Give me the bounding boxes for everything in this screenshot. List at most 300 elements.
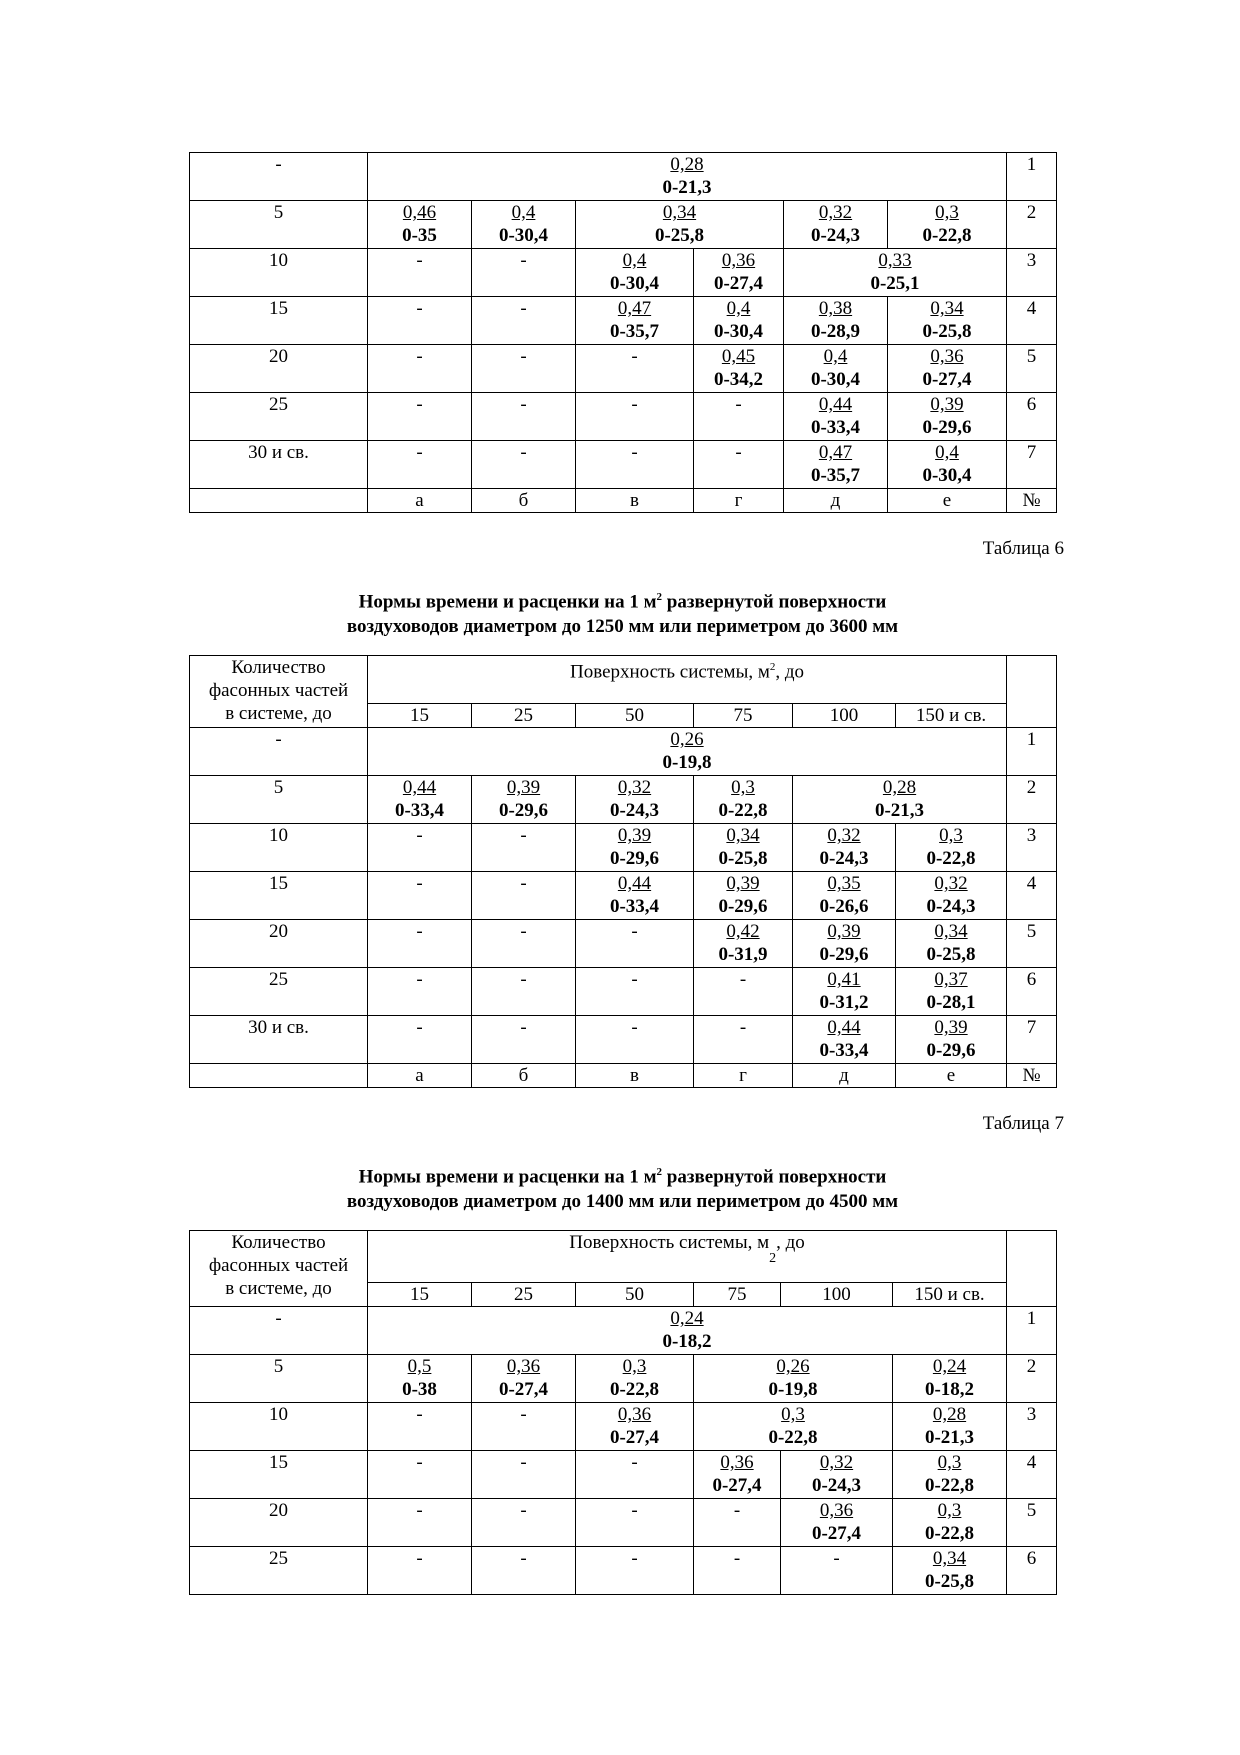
column-header: 75 <box>694 1283 781 1307</box>
empty-cell: - <box>368 345 472 393</box>
empty-cell <box>1007 1231 1057 1307</box>
column-header: 150 и св. <box>896 704 1007 728</box>
price: 0-30,4 <box>609 273 660 294</box>
price: 0-38 <box>402 1379 437 1400</box>
rate-cell <box>576 824 694 872</box>
time-norm: 0,32 <box>818 202 853 223</box>
table-row <box>190 872 1057 920</box>
qty-header: Количество фасонных частей в системе, до <box>190 1231 368 1307</box>
time-norm: 0,3 <box>781 1404 805 1425</box>
time-norm: 0,39 <box>934 1017 968 1038</box>
rate-cell <box>793 1016 896 1064</box>
qty-cell: 10 <box>190 1403 368 1451</box>
row-number: 2 <box>1007 1355 1057 1403</box>
title-line-1: Нормы времени и расценки на 1 $м^2$ развернутой поверхности <box>358 1166 887 1188</box>
qty-cell: 5 <box>190 776 368 824</box>
time-norm: 0,34 <box>932 1548 967 1569</box>
price: 0-19,8 <box>662 752 712 773</box>
table-row <box>190 728 1057 776</box>
qty-cell: 15 <box>190 297 368 345</box>
rate-cell <box>784 201 888 249</box>
qty-cell: 30 и св. <box>190 1016 368 1064</box>
price: 0-35 <box>402 225 437 246</box>
empty-cell: - <box>472 872 576 920</box>
empty-cell: - <box>576 1547 694 1595</box>
rate-cell <box>781 1499 893 1547</box>
price: 0-24,3 <box>609 800 660 821</box>
row-number: 1 <box>1007 1307 1057 1355</box>
price: 0-26,6 <box>819 896 869 917</box>
norms-table-6 <box>189 655 1057 1088</box>
price: 0-22,8 <box>922 225 972 246</box>
price: 0-31,2 <box>819 992 869 1013</box>
row-number: 5 <box>1007 345 1057 393</box>
qty-cell: 10 <box>190 249 368 297</box>
table-row <box>190 1307 1057 1355</box>
qty-cell: 20 <box>190 345 368 393</box>
empty-cell: - <box>472 345 576 393</box>
empty-cell: - <box>368 393 472 441</box>
rate-cell <box>368 153 1007 201</box>
rate-cell <box>472 1355 576 1403</box>
table-row <box>190 441 1057 489</box>
row-number: 5 <box>1007 1499 1057 1547</box>
row-number: 6 <box>1007 968 1057 1016</box>
empty-cell: - <box>694 393 784 441</box>
qty-cell: 30 и св. <box>190 441 368 489</box>
rate-cell <box>694 776 793 824</box>
time-norm: 0,3 <box>937 1452 962 1473</box>
rate-cell <box>694 297 784 345</box>
row-number: 1 <box>1007 728 1057 776</box>
qty-cell: 20 <box>190 1499 368 1547</box>
time-norm: 0,4 <box>511 202 536 223</box>
rate-cell <box>784 441 888 489</box>
price: 0-19,8 <box>768 1379 818 1400</box>
price: 0-33,4 <box>810 417 861 438</box>
price: 0-27,4 <box>922 369 972 390</box>
qty-cell: 20 <box>190 920 368 968</box>
price: 0-22,8 <box>609 1379 660 1400</box>
rate-cell <box>888 441 1007 489</box>
column-header: 50 <box>576 704 694 728</box>
time-norm: 0,44 <box>617 873 652 894</box>
price: 0-27,4 <box>712 1475 762 1496</box>
qty-cell: 5 <box>190 1355 368 1403</box>
header-row <box>190 656 1057 704</box>
empty-cell: - <box>694 1016 793 1064</box>
empty-cell: - <box>368 968 472 1016</box>
empty-cell: - <box>368 1499 472 1547</box>
table-row <box>190 345 1057 393</box>
empty-cell: - <box>472 1451 576 1499</box>
row-number: 3 <box>1007 824 1057 872</box>
row-number: 1 <box>1007 153 1057 201</box>
rate-cell <box>694 249 784 297</box>
time-norm: 0,4 <box>823 346 848 367</box>
time-norm: 0,44 <box>818 394 853 415</box>
rate-cell <box>793 920 896 968</box>
rate-cell <box>694 345 784 393</box>
rate-cell <box>893 1403 1007 1451</box>
qty-cell: 25 <box>190 393 368 441</box>
time-norm: 0,3 <box>935 202 959 223</box>
rate-cell <box>893 1451 1007 1499</box>
row-number: 5 <box>1007 920 1057 968</box>
rate-cell <box>576 201 784 249</box>
column-letter: б <box>472 489 576 513</box>
column-letter: д <box>793 1064 896 1088</box>
time-norm: 0,37 <box>934 969 968 990</box>
price: 0-18,2 <box>924 1379 975 1400</box>
empty-cell: - <box>472 393 576 441</box>
qty-cell: 15 <box>190 872 368 920</box>
rate-cell <box>896 1016 1007 1064</box>
column-letter: в <box>576 489 694 513</box>
rate-cell <box>694 872 793 920</box>
rate-cell <box>694 824 793 872</box>
column-header: 100 <box>781 1283 893 1307</box>
time-norm: 0,4 <box>622 250 647 271</box>
time-norm: 0,46 <box>402 202 437 223</box>
price: 0-24,3 <box>811 1475 862 1496</box>
column-letter: г <box>694 489 784 513</box>
time-norm: 0,32 <box>934 873 968 894</box>
time-norm: 0,5 <box>407 1356 432 1377</box>
rate-cell <box>784 393 888 441</box>
number-sign: № <box>1007 1064 1057 1088</box>
row-number: 4 <box>1007 1451 1057 1499</box>
table-caption: Таблица 6 <box>982 538 1064 559</box>
rate-cell <box>694 1403 893 1451</box>
price: 0-33,4 <box>394 800 445 821</box>
surface-header: Поверхность системы, $м^2$, до <box>368 656 1007 704</box>
qty-cell: 15 <box>190 1451 368 1499</box>
row-number: 2 <box>1007 776 1057 824</box>
empty-cell: - <box>576 441 694 489</box>
empty-cell: - <box>472 968 576 1016</box>
time-norm: 0,36 <box>930 346 964 367</box>
column-letter: г <box>694 1064 793 1088</box>
row-number: 6 <box>1007 393 1057 441</box>
empty-cell: - <box>368 1403 472 1451</box>
time-norm: 0,47 <box>617 298 652 319</box>
row-number: 3 <box>1007 1403 1057 1451</box>
empty-cell: - <box>576 1499 694 1547</box>
price: 0-27,4 <box>609 1427 660 1448</box>
empty-cell: - <box>472 441 576 489</box>
rate-cell <box>368 201 472 249</box>
time-norm: 0,36 <box>819 1500 854 1521</box>
price: 0-29,6 <box>819 944 869 965</box>
rate-cell <box>893 1499 1007 1547</box>
table-row <box>190 968 1057 1016</box>
table-row <box>190 920 1057 968</box>
time-norm: 0,24 <box>670 1308 704 1329</box>
title-line-2: воздуховодов диаметром до 1250 мм или периметром до 3600 мм <box>346 616 899 638</box>
column-letter: б <box>472 1064 576 1088</box>
rate-cell <box>784 345 888 393</box>
rate-cell <box>893 1355 1007 1403</box>
time-norm: 0,3 <box>731 777 755 798</box>
qty-cell: 25 <box>190 968 368 1016</box>
column-letter: д <box>784 489 888 513</box>
price: 0-30,4 <box>498 225 549 246</box>
empty-cell: - <box>368 1451 472 1499</box>
table-row <box>190 1016 1057 1064</box>
rate-cell <box>896 920 1007 968</box>
time-norm: 0,39 <box>930 394 964 415</box>
price: 0-33,4 <box>819 1040 869 1061</box>
rate-cell <box>793 872 896 920</box>
empty-cell: - <box>472 1547 576 1595</box>
time-norm: 0,38 <box>818 298 853 319</box>
price: 0-22,8 <box>924 1523 975 1544</box>
empty-cell: - <box>694 441 784 489</box>
rate-cell <box>888 345 1007 393</box>
price: 0-29,6 <box>926 1040 976 1061</box>
empty-cell: - <box>368 1547 472 1595</box>
time-norm: 0,26 <box>776 1356 810 1377</box>
time-norm: 0,3 <box>939 825 963 846</box>
rate-cell <box>896 968 1007 1016</box>
qty-header: Количество фасонных частей в системе, до <box>190 656 368 728</box>
rate-cell <box>888 201 1007 249</box>
empty-cell: - <box>472 920 576 968</box>
time-norm: 0,35 <box>827 873 861 894</box>
time-norm: 0,36 <box>617 1404 652 1425</box>
column-letters-row <box>190 1064 1057 1088</box>
empty-cell: - <box>694 1499 781 1547</box>
table-row <box>190 201 1057 249</box>
empty-cell: - <box>472 1016 576 1064</box>
time-norm: 0,36 <box>506 1356 541 1377</box>
price: 0-35,7 <box>810 465 861 486</box>
price: 0-31,9 <box>718 944 768 965</box>
time-norm: 0,42 <box>726 921 760 942</box>
rate-cell <box>576 872 694 920</box>
rate-cell <box>368 776 472 824</box>
price: 0-24,3 <box>810 225 861 246</box>
time-norm: 0,34 <box>662 202 697 223</box>
qty-cell: 5 <box>190 201 368 249</box>
rate-cell <box>576 1355 694 1403</box>
table-title <box>189 585 1056 639</box>
time-norm: 0,47 <box>818 442 853 463</box>
time-norm: 0,36 <box>720 1452 754 1473</box>
empty-cell: - <box>368 824 472 872</box>
rate-cell <box>896 824 1007 872</box>
table-row <box>190 297 1057 345</box>
column-letter: а <box>368 489 472 513</box>
column-header: 15 <box>368 1283 472 1307</box>
empty-cell: - <box>576 1016 694 1064</box>
rate-cell <box>368 728 1007 776</box>
time-norm: 0,44 <box>827 1017 861 1038</box>
surface-header: Поверхность системы, $м_2$, до <box>368 1231 1007 1283</box>
empty-cell <box>190 1064 368 1088</box>
column-header: 25 <box>472 1283 576 1307</box>
price: 0-27,4 <box>811 1523 862 1544</box>
rate-cell <box>893 1547 1007 1595</box>
price: 0-22,8 <box>924 1475 975 1496</box>
empty-cell: - <box>472 1403 576 1451</box>
empty-cell: - <box>576 968 694 1016</box>
rate-cell <box>896 872 1007 920</box>
empty-cell: - <box>576 345 694 393</box>
empty-cell: - <box>576 1451 694 1499</box>
rate-cell <box>784 249 1007 297</box>
column-letters-row <box>190 489 1057 513</box>
price: 0-33,4 <box>609 896 660 917</box>
column-header: 25 <box>472 704 576 728</box>
rate-cell <box>888 393 1007 441</box>
time-norm: 0,32 <box>617 777 652 798</box>
time-norm: 0,34 <box>930 298 964 319</box>
empty-cell: - <box>576 920 694 968</box>
price: 0-24,3 <box>926 896 976 917</box>
empty-cell: - <box>472 824 576 872</box>
time-norm: 0,45 <box>721 346 756 367</box>
price: 0-22,8 <box>926 848 976 869</box>
price: 0-30,4 <box>713 321 764 342</box>
price: 0-25,8 <box>924 1571 975 1592</box>
rate-cell <box>694 920 793 968</box>
column-header: 150 и св. <box>893 1283 1007 1307</box>
table-row <box>190 249 1057 297</box>
row-number: 2 <box>1007 201 1057 249</box>
time-norm: 0,3 <box>622 1356 647 1377</box>
price: 0-27,4 <box>498 1379 549 1400</box>
empty-cell: - <box>781 1547 893 1595</box>
rate-cell <box>793 968 896 1016</box>
row-number: 4 <box>1007 872 1057 920</box>
number-sign: № <box>1007 489 1057 513</box>
price: 0-25,8 <box>654 225 705 246</box>
rate-cell <box>472 201 576 249</box>
time-norm: 0,39 <box>506 777 541 798</box>
time-norm: 0,39 <box>617 825 652 846</box>
row-number: 7 <box>1007 1016 1057 1064</box>
rate-cell <box>784 297 888 345</box>
table-row <box>190 1547 1057 1595</box>
column-header: 15 <box>368 704 472 728</box>
price: 0-24,3 <box>819 848 869 869</box>
title-line-2: воздуховодов диаметром до 1400 мм или периметром до 4500 мм <box>346 1191 899 1213</box>
price: 0-28,9 <box>810 321 861 342</box>
price: 0-29,6 <box>718 896 768 917</box>
empty-cell <box>1007 656 1057 728</box>
column-letter: е <box>888 489 1007 513</box>
empty-cell: - <box>472 249 576 297</box>
row-number: 7 <box>1007 441 1057 489</box>
column-letter: в <box>576 1064 694 1088</box>
table-row <box>190 1355 1057 1403</box>
empty-cell: - <box>368 920 472 968</box>
table-title <box>189 1160 1056 1214</box>
time-norm: 0,4 <box>726 298 751 319</box>
time-norm: 0,34 <box>934 921 968 942</box>
column-header: 50 <box>576 1283 694 1307</box>
empty-cell: - <box>368 297 472 345</box>
table-row <box>190 776 1057 824</box>
time-norm: 0,4 <box>935 442 959 463</box>
price: 0-29,6 <box>922 417 972 438</box>
rate-cell <box>694 1355 893 1403</box>
rate-cell <box>793 824 896 872</box>
price: 0-22,8 <box>768 1427 818 1448</box>
price: 0-21,3 <box>924 1427 975 1448</box>
norms-table-continuation <box>189 152 1057 513</box>
rate-cell <box>368 1355 472 1403</box>
title-line-1: Нормы времени и расценки на 1 $м^2$ развернутой поверхности <box>358 591 887 613</box>
price: 0-25,8 <box>926 944 976 965</box>
rate-cell <box>472 776 576 824</box>
price: 0-29,6 <box>609 848 660 869</box>
time-norm: 0,24 <box>932 1356 967 1377</box>
rate-cell <box>576 1403 694 1451</box>
price: 0-25,8 <box>718 848 768 869</box>
row-number: 6 <box>1007 1547 1057 1595</box>
column-letter: а <box>368 1064 472 1088</box>
table-row <box>190 1499 1057 1547</box>
header-row <box>190 1231 1057 1283</box>
time-norm: 0,44 <box>402 777 437 798</box>
empty-cell: - <box>472 1499 576 1547</box>
norms-table-7 <box>189 1230 1057 1595</box>
qty-cell: - <box>190 153 368 201</box>
time-norm: 0,36 <box>721 250 756 271</box>
empty-cell <box>190 489 368 513</box>
price: 0-18,2 <box>662 1331 712 1352</box>
time-norm: 0,32 <box>827 825 861 846</box>
time-norm: 0,26 <box>670 729 704 750</box>
time-norm: 0,41 <box>827 969 861 990</box>
rate-cell <box>576 249 694 297</box>
time-norm: 0,34 <box>726 825 760 846</box>
table-row <box>190 153 1057 201</box>
price: 0-22,8 <box>718 800 768 821</box>
price: 0-21,3 <box>662 177 712 198</box>
table-row <box>190 393 1057 441</box>
table-row <box>190 1451 1057 1499</box>
row-number: 3 <box>1007 249 1057 297</box>
price: 0-27,4 <box>713 273 764 294</box>
empty-cell: - <box>368 1016 472 1064</box>
table-row <box>190 1403 1057 1451</box>
price: 0-25,8 <box>922 321 972 342</box>
time-norm: 0,33 <box>878 250 912 271</box>
time-norm: 0,39 <box>827 921 861 942</box>
price: 0-28,1 <box>926 992 976 1013</box>
time-norm: 0,32 <box>819 1452 854 1473</box>
rate-cell <box>781 1451 893 1499</box>
table-row <box>190 824 1057 872</box>
price: 0-35,7 <box>609 321 660 342</box>
empty-cell: - <box>368 441 472 489</box>
column-letter: е <box>896 1064 1007 1088</box>
rate-cell <box>368 1307 1007 1355</box>
rate-cell <box>576 776 694 824</box>
qty-cell: - <box>190 1307 368 1355</box>
time-norm: 0,39 <box>726 873 760 894</box>
price: 0-30,4 <box>810 369 861 390</box>
rate-cell <box>694 1451 781 1499</box>
qty-cell: - <box>190 728 368 776</box>
column-header: 100 <box>793 704 896 728</box>
price: 0-30,4 <box>922 465 972 486</box>
column-header: 75 <box>694 704 793 728</box>
